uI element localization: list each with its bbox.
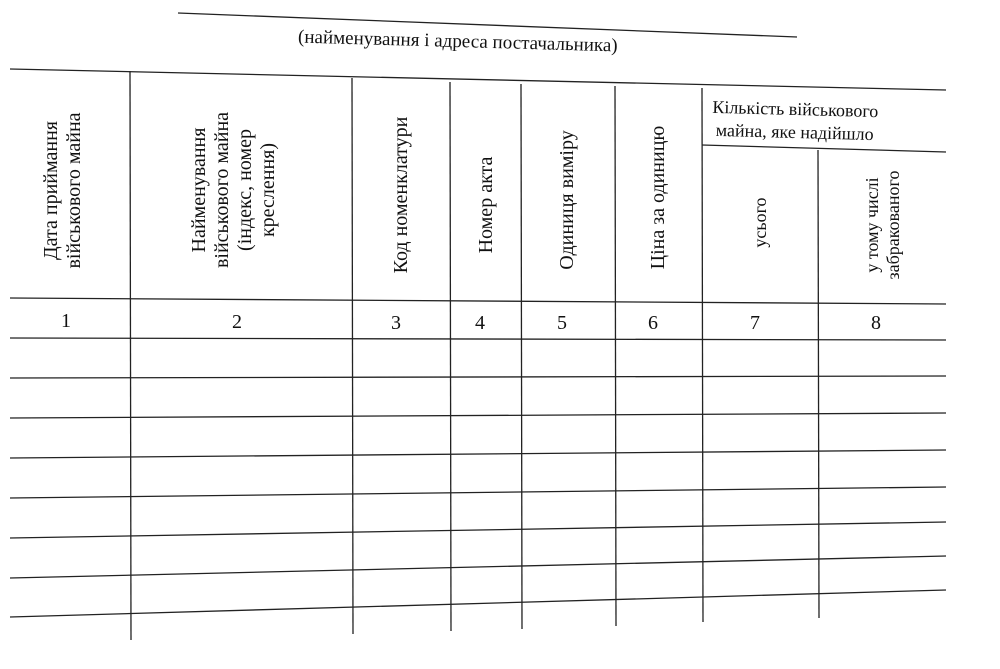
row-line	[10, 487, 946, 498]
header-act: Номер акта	[475, 156, 497, 254]
row-line	[10, 413, 946, 418]
col-line	[615, 86, 616, 626]
col-line	[450, 82, 451, 631]
header-price: Ціна за одиницю	[647, 125, 669, 270]
col-line	[702, 88, 703, 622]
col-line	[818, 150, 819, 618]
col-number-7: 7	[750, 312, 760, 334]
col-number-1: 1	[61, 310, 71, 332]
header-date: Дата приймання військового майна	[40, 112, 85, 269]
col-number-8: 8	[871, 312, 881, 334]
header-quantity-group: Кількість військового майна, яке надійшло	[712, 96, 879, 145]
col-line	[130, 71, 131, 640]
quantity-subheader-line	[702, 145, 946, 152]
row-line	[10, 590, 946, 617]
row-line	[10, 556, 946, 578]
col-number-5: 5	[557, 312, 567, 334]
table-top-line	[10, 69, 946, 90]
col-number-3: 3	[391, 312, 401, 334]
row-line	[10, 450, 946, 458]
row-line	[10, 522, 946, 538]
header-bottom-line	[10, 298, 946, 304]
col-number-4: 4	[475, 312, 485, 334]
number-row-bottom-line	[10, 338, 946, 340]
col-line	[352, 78, 353, 634]
header-code: Код номенклатури	[390, 116, 412, 274]
col-line	[521, 84, 522, 629]
supplier-caption: (найменування і адреса постачальника)	[297, 26, 618, 57]
header-name: Найменування військового майна (індекс, номер креслення)	[188, 111, 279, 269]
row-line	[10, 376, 946, 378]
col-number-2: 2	[232, 311, 242, 333]
header-total: усього	[750, 197, 770, 248]
header-rejected: у тому числі забракованого	[862, 170, 903, 280]
col-number-6: 6	[648, 312, 658, 334]
header-unit: Одиниця виміру	[556, 130, 578, 270]
